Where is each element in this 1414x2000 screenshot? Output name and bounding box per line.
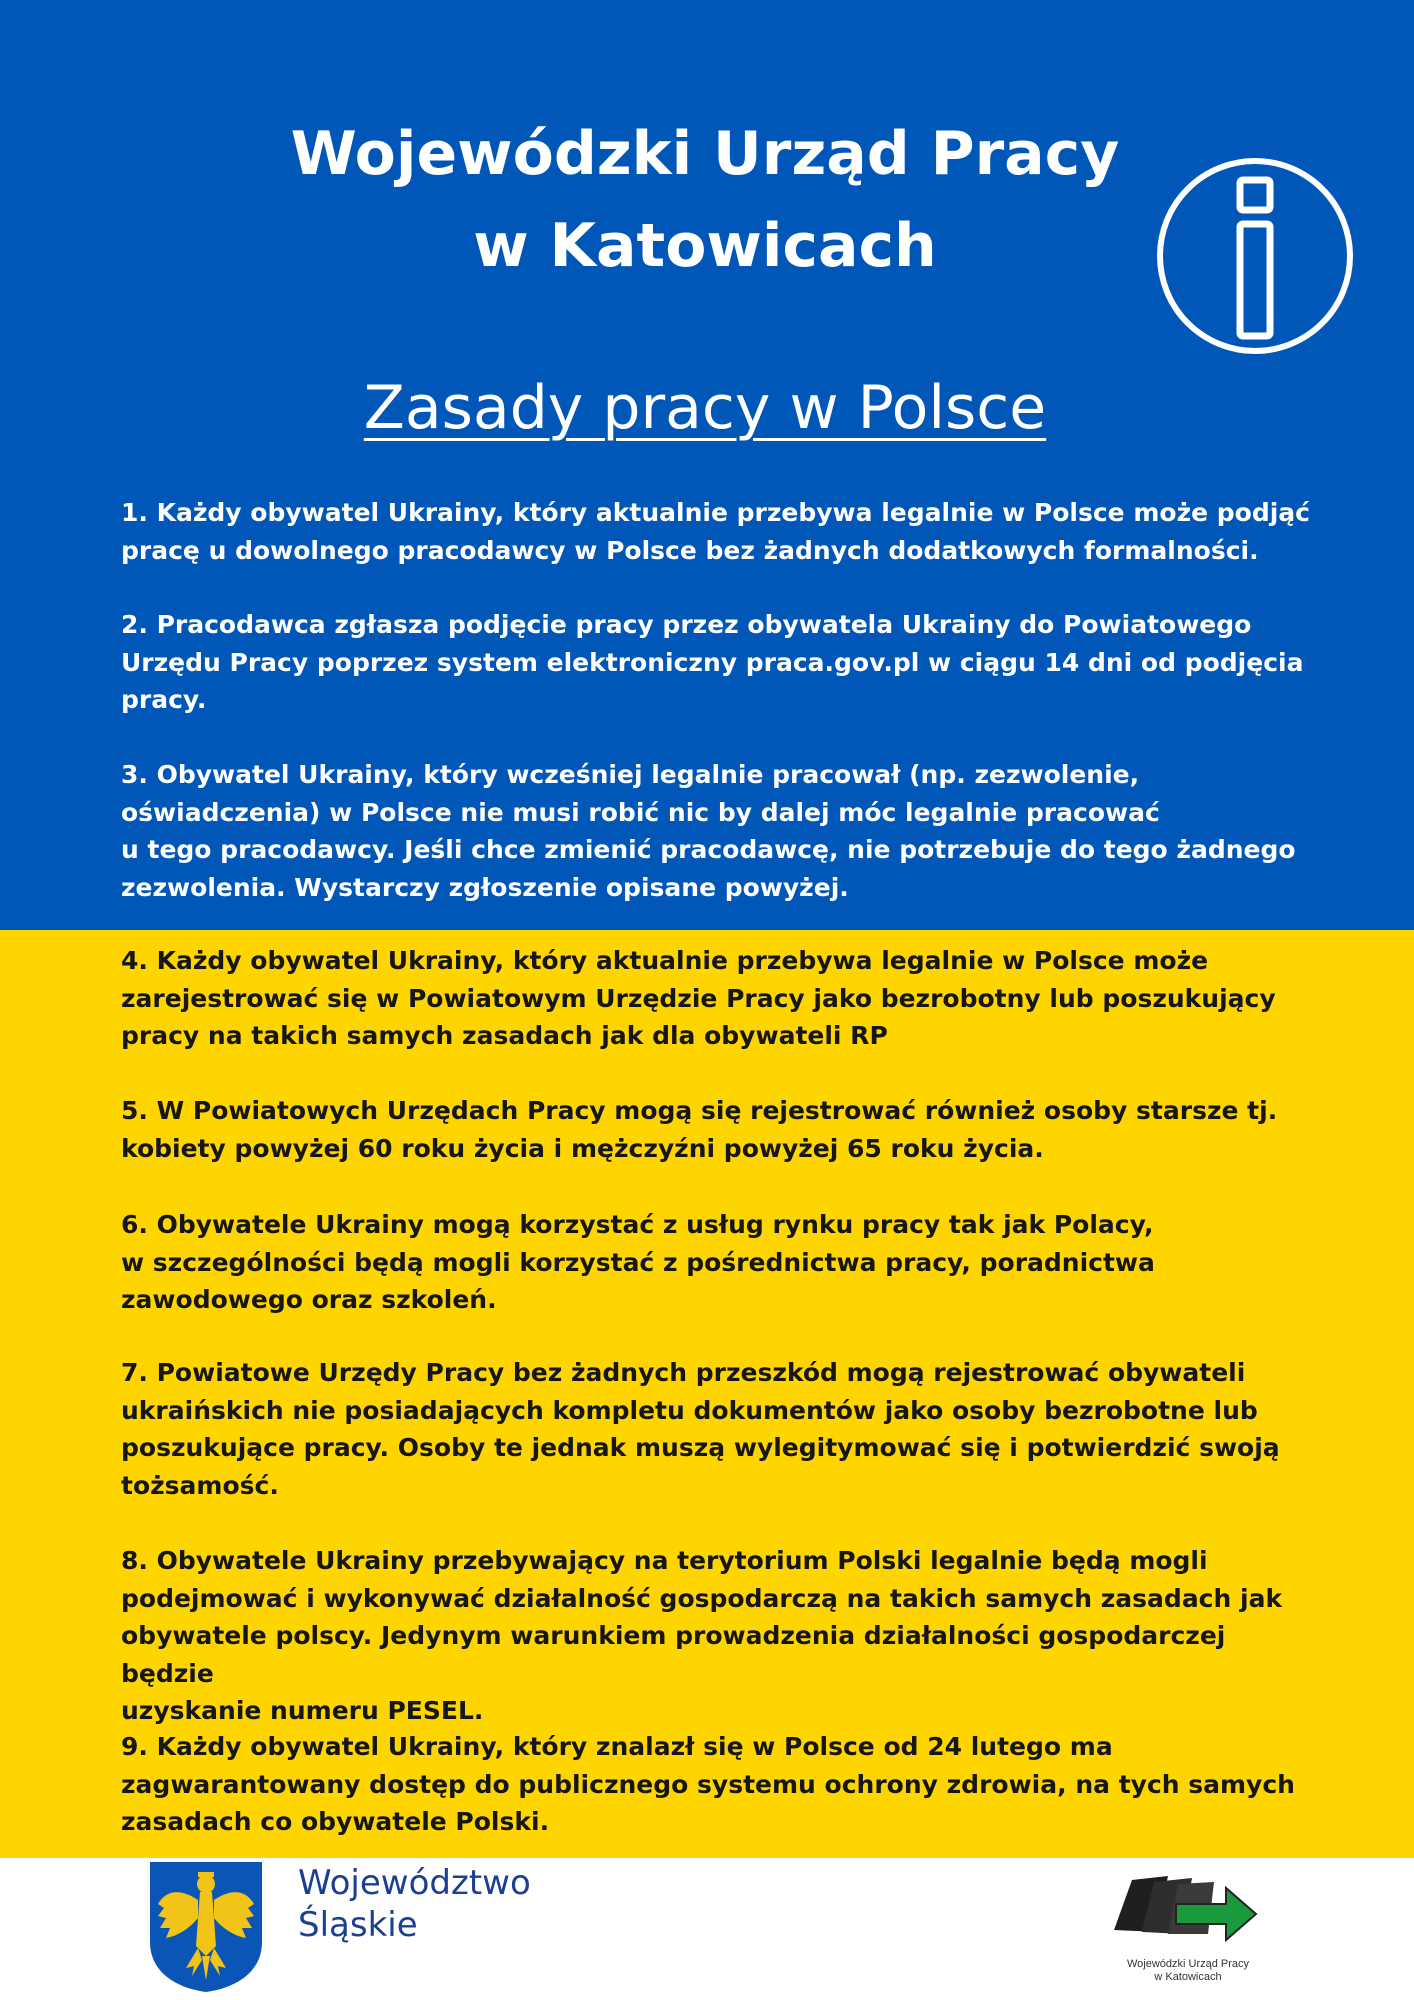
document-title: Zasady pracy w Polsce: [363, 373, 1047, 443]
rule-line: zagwarantowany dostęp do publicznego systemu ochrony zdrowia, na tych samych: [121, 1769, 1295, 1799]
rule-line: zarejestrować się w Powiatowym Urzędzie Pracy jako bezrobotny lub poszukujący: [121, 983, 1276, 1013]
rule-line: 5. W Powiatowych Urzędach Pracy mogą się rejestrować również osoby starsze tj.: [121, 1096, 1278, 1125]
rule-8: [121, 1542, 1311, 1730]
rule-line: zasadach co obywatele Polski.: [121, 1807, 550, 1836]
rule-line: kobiety powyżej 60 roku życia i mężczyźni powyżej 65 roku życia.: [121, 1133, 1044, 1163]
silesian-eagle-icon: [148, 1860, 264, 1994]
rule-line: 3. Obywatel Ukrainy, który wcześniej legalnie pracował (np. zezwolenie,: [121, 760, 1140, 789]
organization-title: [200, 108, 1210, 292]
organization-title-line-2: w Katowicach: [473, 211, 937, 281]
rule-7: [121, 1354, 1311, 1504]
rule-line: u tego pracodawcy. Jeśli chce zmienić pracodawcę, nie potrzebuje do tego żadnego: [121, 835, 1296, 864]
rule-line: tożsamość.: [121, 1470, 279, 1500]
rule-line: 6. Obywatele Ukrainy mogą korzystać z usług rynku pracy tak jak Polacy,: [121, 1210, 1154, 1239]
rule-line: pracy na takich samych zasadach jak dla obywateli RP: [121, 1021, 888, 1050]
rule-6: [121, 1206, 1311, 1319]
rule-1: [121, 494, 1311, 569]
voivodeship-logo-line-2: Śląskie: [298, 1905, 418, 1945]
wup-logo-text: [1098, 1958, 1278, 1984]
wup-logo-line-2: w Katowicach: [1154, 1971, 1222, 1983]
rule-line: uzyskanie numeru PESEL.: [121, 1696, 484, 1725]
rule-3: [121, 756, 1311, 906]
rule-line: pracę u dowolnego pracodawcy w Polsce bez żadnych dodatkowych formalności.: [121, 535, 1259, 565]
rule-line: 9. Każdy obywatel Ukrainy, który znalazł się w Polsce od 24 lutego ma: [121, 1732, 1113, 1761]
rule-line: Urzędu Pracy poprzez system elektroniczny praca.gov.pl w ciągu 14 dni od podjęcia: [121, 647, 1304, 677]
rule-line: zezwolenia. Wystarczy zgłoszenie opisane powyżej.: [121, 872, 849, 902]
info-icon: [1155, 156, 1355, 356]
rule-5: [121, 1092, 1311, 1167]
rule-line: ukraińskich nie posiadających kompletu dokumentów jako osoby bezrobotne lub: [121, 1395, 1258, 1425]
rule-line: pracy.: [121, 685, 207, 714]
wup-logo-line-1: Wojewódzki Urząd Pracy: [1126, 1958, 1250, 1970]
rule-line: w szczególności będą mogli korzystać z pośrednictwa pracy, poradnictwa: [121, 1247, 1155, 1277]
rule-line: 2. Pracodawca zgłasza podjęcie pracy przez obywatela Ukrainy do Powiatowego: [121, 610, 1252, 639]
rule-line: obywatele polscy. Jedynym warunkiem prowadzenia działalności gospodarczej będzie: [121, 1621, 1226, 1688]
rule-line: zawodowego oraz szkoleń.: [121, 1285, 497, 1314]
rule-line: 4. Każdy obywatel Ukrainy, który aktualnie przebywa legalnie w Polsce może: [121, 946, 1209, 975]
rule-line: oświadczenia) w Polsce nie musi robić nic by dalej móc legalnie pracować: [121, 797, 1160, 827]
rule-line: 7. Powiatowe Urzędy Pracy bez żadnych przeszkód mogą rejestrować obywateli: [121, 1358, 1246, 1387]
rule-line: poszukujące pracy. Osoby te jednak muszą wylegitymować się i potwierdzić swoją: [121, 1433, 1280, 1462]
rule-2: [121, 606, 1311, 719]
voivodeship-logo-line-1: Województwo: [298, 1863, 531, 1903]
wup-arrow-logo-icon: [1110, 1868, 1260, 1960]
rule-line: 8. Obywatele Ukrainy przebywający na terytorium Polski legalnie będą mogli: [121, 1546, 1208, 1575]
rule-4: [121, 942, 1311, 1055]
rule-9: [121, 1728, 1311, 1841]
rule-line: podejmować i wykonywać działalność gospodarczą na takich samych zasadach jak: [121, 1583, 1283, 1613]
rule-line: 1. Każdy obywatel Ukrainy, który aktualnie przebywa legalnie w Polsce może podjąć: [121, 498, 1311, 527]
organization-title-line-1: Wojewódzki Urząd Pracy: [290, 119, 1120, 189]
voivodeship-logo-text: [298, 1862, 531, 1946]
